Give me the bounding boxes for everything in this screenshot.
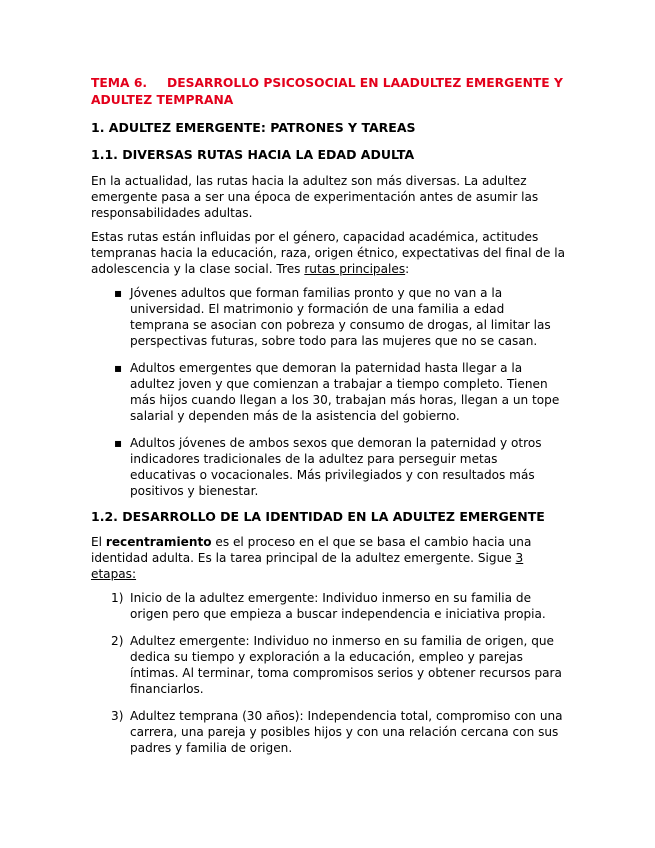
step-number: 2) <box>111 634 124 648</box>
list-item-text: Adultos emergentes que demoran la paternidad hasta llegar a la adultez joven y que comienzan a trabajar a tiempo completo. Tienen más hijos cuando llegan a los 30, trabajan más horas, llegan a un tope salarial y dependen más de la asistencia del gobierno. <box>130 361 560 423</box>
rutas-list <box>91 285 565 499</box>
list-item-text: Adultos jóvenes de ambos sexos que demoran la paternidad y otros indicadores tradicionales de la adultez para perseguir metas educativas o vocacionales. Más privilegiados y con resultados más positivos y bienestar. <box>130 436 542 498</box>
bullet-square-icon: ▪ <box>114 361 123 375</box>
list-item-text: Adultez temprana (30 años): Independencia total, compromiso con una carrera, una pareja y posibles hijos y con una relación cercana con sus padres y familia de origen. <box>130 709 563 755</box>
list-item <box>91 633 565 697</box>
list-item <box>91 360 565 424</box>
list-item <box>91 285 565 349</box>
paragraph-2-text: Estas rutas están influidas por el género, capacidad académica, actitudes tempranas hacia la educación, raza, origen étnico, expectativas del final de la adolescencia y la clase social. Tres <box>91 230 566 276</box>
step-number: 1) <box>111 591 124 605</box>
list-item-text: Inicio de la adultez emergente: Individuo inmerso en su familia de origen pero que empieza a buscar independencia e iniciativa propia. <box>130 591 546 621</box>
title-text: DESARROLLO PSICOSOCIAL EN LAADULTEZ EMERGENTE Y ADULTEZ TEMPRANA <box>91 76 563 107</box>
rutas-principales-underlined: rutas principales <box>304 262 406 276</box>
list-item-text: Jóvenes adultos que forman familias pronto y que no van a la universidad. El matrimonio y formación de una familia a edad temprana se asocian con pobreza y consumo de drogas, al limitar las perspectivas futuras, sobre todo para las mujeres que no se casan. <box>130 286 551 348</box>
paragraph-text-middle: es el proceso en el que se basa el cambio hacia una identidad adulta. Es la tarea principal de la adultez emergente. Sigue <box>91 535 532 565</box>
etapas-underlined: 3 etapas: <box>91 551 524 581</box>
paragraph-2-colon: : <box>405 262 410 276</box>
recentramiento-bold: recentramiento <box>105 535 212 549</box>
section-1-1-paragraph-1: En la actualidad, las rutas hacia la adultez son más diversas. La adultez emergente pasa a ser una época de experimentación antes de asumir las responsabilidades adultas. <box>91 174 539 220</box>
section-1-1-paragraph-2 <box>91 229 565 277</box>
list-item-text: Adultez emergente: Individuo no inmerso en su familia de origen, que dedica su tiempo y exploración a la educación, empleo y parejas íntimas. Al terminar, toma compromisos serios y obtener recursos para financiarlos. <box>130 634 562 696</box>
etapas-list <box>91 590 565 756</box>
bullet-square-icon: ▪ <box>114 436 123 450</box>
document-title <box>91 75 565 109</box>
section-1-heading: 1. ADULTEZ EMERGENTE: PATRONES Y TAREAS <box>91 120 416 135</box>
list-item <box>91 590 565 622</box>
list-item <box>91 435 565 499</box>
title-number: TEMA 6. <box>91 76 148 90</box>
section-1-1-heading: 1.1. DIVERSAS RUTAS HACIA LA EDAD ADULTA <box>91 147 415 162</box>
section-1-2-paragraph <box>91 534 565 582</box>
bullet-square-icon: ▪ <box>114 286 123 300</box>
paragraph-text-start: El <box>91 535 106 549</box>
section-1-2-heading: 1.2. DESARROLLO DE LA IDENTIDAD EN LA ADULTEZ EMERGENTE <box>91 509 545 524</box>
list-item <box>91 708 565 756</box>
step-number: 3) <box>111 709 124 723</box>
